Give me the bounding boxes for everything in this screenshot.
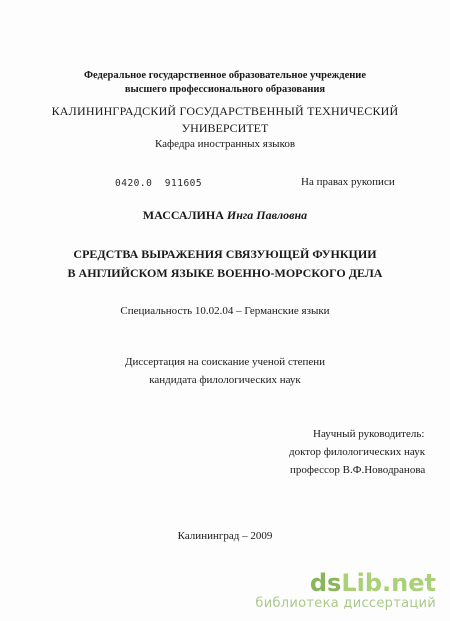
university-name-line-1: КАЛИНИНГРАДСКИЙ ГОСУДАРСТВЕННЫЙ ТЕХНИЧЕСКИЙ <box>51 104 399 118</box>
department-name: Кафедра иностранных языков <box>154 138 296 150</box>
author-given-names: Инга Павловна <box>226 208 308 222</box>
advisor-degree: доктор филологических наук <box>289 446 426 458</box>
stamp-code-2: 911605 <box>164 178 203 189</box>
specialty: Специальность 10.02.04 – Германские языки <box>120 305 330 317</box>
author-surname: МАССАЛИНА <box>142 208 224 222</box>
registration-stamp <box>115 178 202 189</box>
university-name-line-2: УНИВЕРСИТЕТ <box>181 121 269 135</box>
dslib-watermark <box>255 570 436 611</box>
dslib-logo <box>255 570 436 596</box>
logo-part-net: .net <box>382 569 436 597</box>
stamp-code-1: 0420.0 <box>115 178 153 189</box>
advisor-name: профессор В.Ф.Новодранова <box>290 464 426 476</box>
logo-part-lib: Lib <box>341 569 383 597</box>
institution-line-1: Федеральное государственное образовательное учреждение <box>83 70 367 81</box>
thesis-title-line-1: СРЕДСТВА ВЫРАЖЕНИЯ СВЯЗУЮЩЕЙ ФУНКЦИИ <box>73 247 377 261</box>
author-name <box>0 208 450 223</box>
logo-part-ds: ds <box>309 569 342 597</box>
manuscript-note: На правах рукописи <box>301 176 395 188</box>
degree-line-2: кандидата филологических наук <box>149 374 301 386</box>
thesis-title-line-2: В АНГЛИЙСКОМ ЯЗЫКЕ ВОЕННО-МОРСКОГО ДЕЛА <box>67 266 383 280</box>
institution-line-2: высшего профессионального образования <box>124 84 326 95</box>
watermark-subtitle: библиотека диссертаций <box>255 596 436 611</box>
advisor-label: Научный руководитель: <box>313 428 425 440</box>
degree-line-1: Диссертация на соискание ученой степени <box>124 356 326 368</box>
city-year: Калининград – 2009 <box>177 530 273 542</box>
